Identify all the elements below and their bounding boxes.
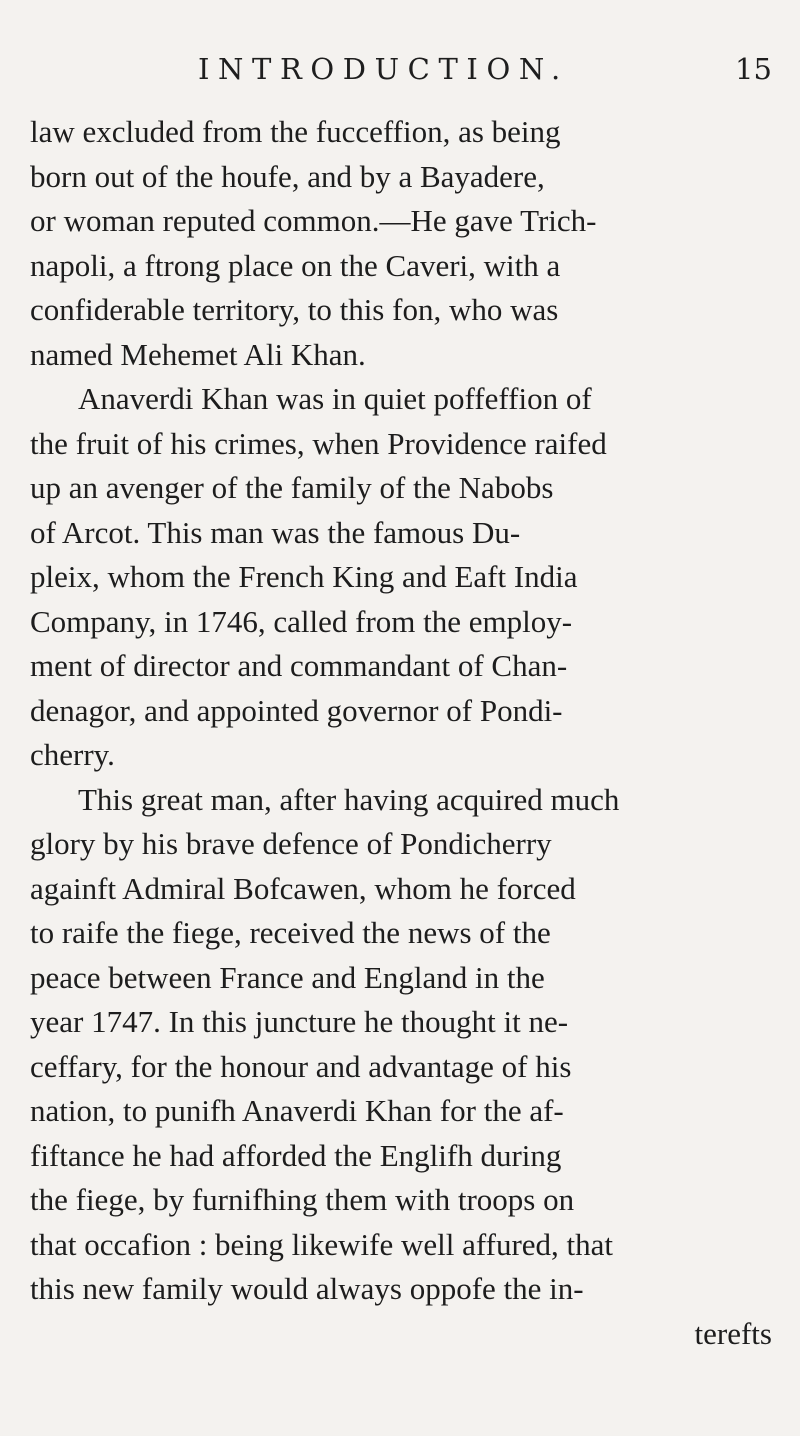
text-line: fiftance he had afforded the Englifh during bbox=[30, 1137, 562, 1173]
text-line: of Arcot. This man was the famous Du- bbox=[30, 514, 521, 550]
text-line: to raife the fiege, received the news of the bbox=[30, 915, 551, 950]
text-line: Company, in 1746, called from the employ- bbox=[30, 603, 573, 639]
catchword: terefts bbox=[694, 1315, 772, 1351]
text-line: peace between France and England in the bbox=[30, 959, 545, 995]
text-line: cherry. bbox=[30, 737, 115, 772]
text-line: denagor, and appointed governor of Pondi- bbox=[30, 692, 563, 728]
paragraph-start-line: This great man, after having acquired much bbox=[78, 781, 620, 817]
text-line: napoli, a ftrong place on the Caveri, with a bbox=[30, 247, 561, 283]
text-line: or woman reputed common.—He gave Trich- bbox=[30, 203, 597, 238]
text-line: born out of the houfe, and by a Bayadere, bbox=[30, 158, 545, 194]
text-line: ment of director and commandant of Chan- bbox=[30, 648, 568, 683]
text-line: nation, to punifh Anaverdi Khan for the af- bbox=[30, 1093, 564, 1128]
running-head: INTRODUCTION. bbox=[198, 52, 569, 86]
text-line: year 1747. In this juncture he thought it ne- bbox=[30, 1004, 569, 1039]
text-line: glory by his brave defence of Pondicherry bbox=[30, 826, 552, 861]
body-text bbox=[30, 110, 790, 1356]
page-number: 15 bbox=[735, 52, 772, 86]
text-line: up an avenger of the family of the Nabobs bbox=[30, 470, 554, 505]
text-line: law excluded from the fucceffion, as being bbox=[30, 114, 561, 149]
text-line: the fruit of his crimes, when Providence raifed bbox=[30, 425, 607, 461]
page-header bbox=[0, 52, 800, 98]
text-line: pleix, whom the French King and Eaft India bbox=[30, 559, 578, 594]
text-line: confiderable territory, to this fon, who was bbox=[30, 292, 559, 327]
text-line: named Mehemet Ali Khan. bbox=[30, 336, 366, 372]
text-line: ceffary, for the honour and advantage of his bbox=[30, 1048, 572, 1084]
paragraph-start-line: Anaverdi Khan was in quiet poffeffion of bbox=[78, 381, 592, 416]
text-line: this new family would always oppofe the in- bbox=[30, 1271, 584, 1306]
text-line: againft Admiral Bofcawen, whom he forced bbox=[30, 870, 576, 906]
text-line: that occafion : being likewife well affured, that bbox=[30, 1226, 614, 1262]
text-line: the fiege, by furnifhing them with troops on bbox=[30, 1182, 575, 1217]
